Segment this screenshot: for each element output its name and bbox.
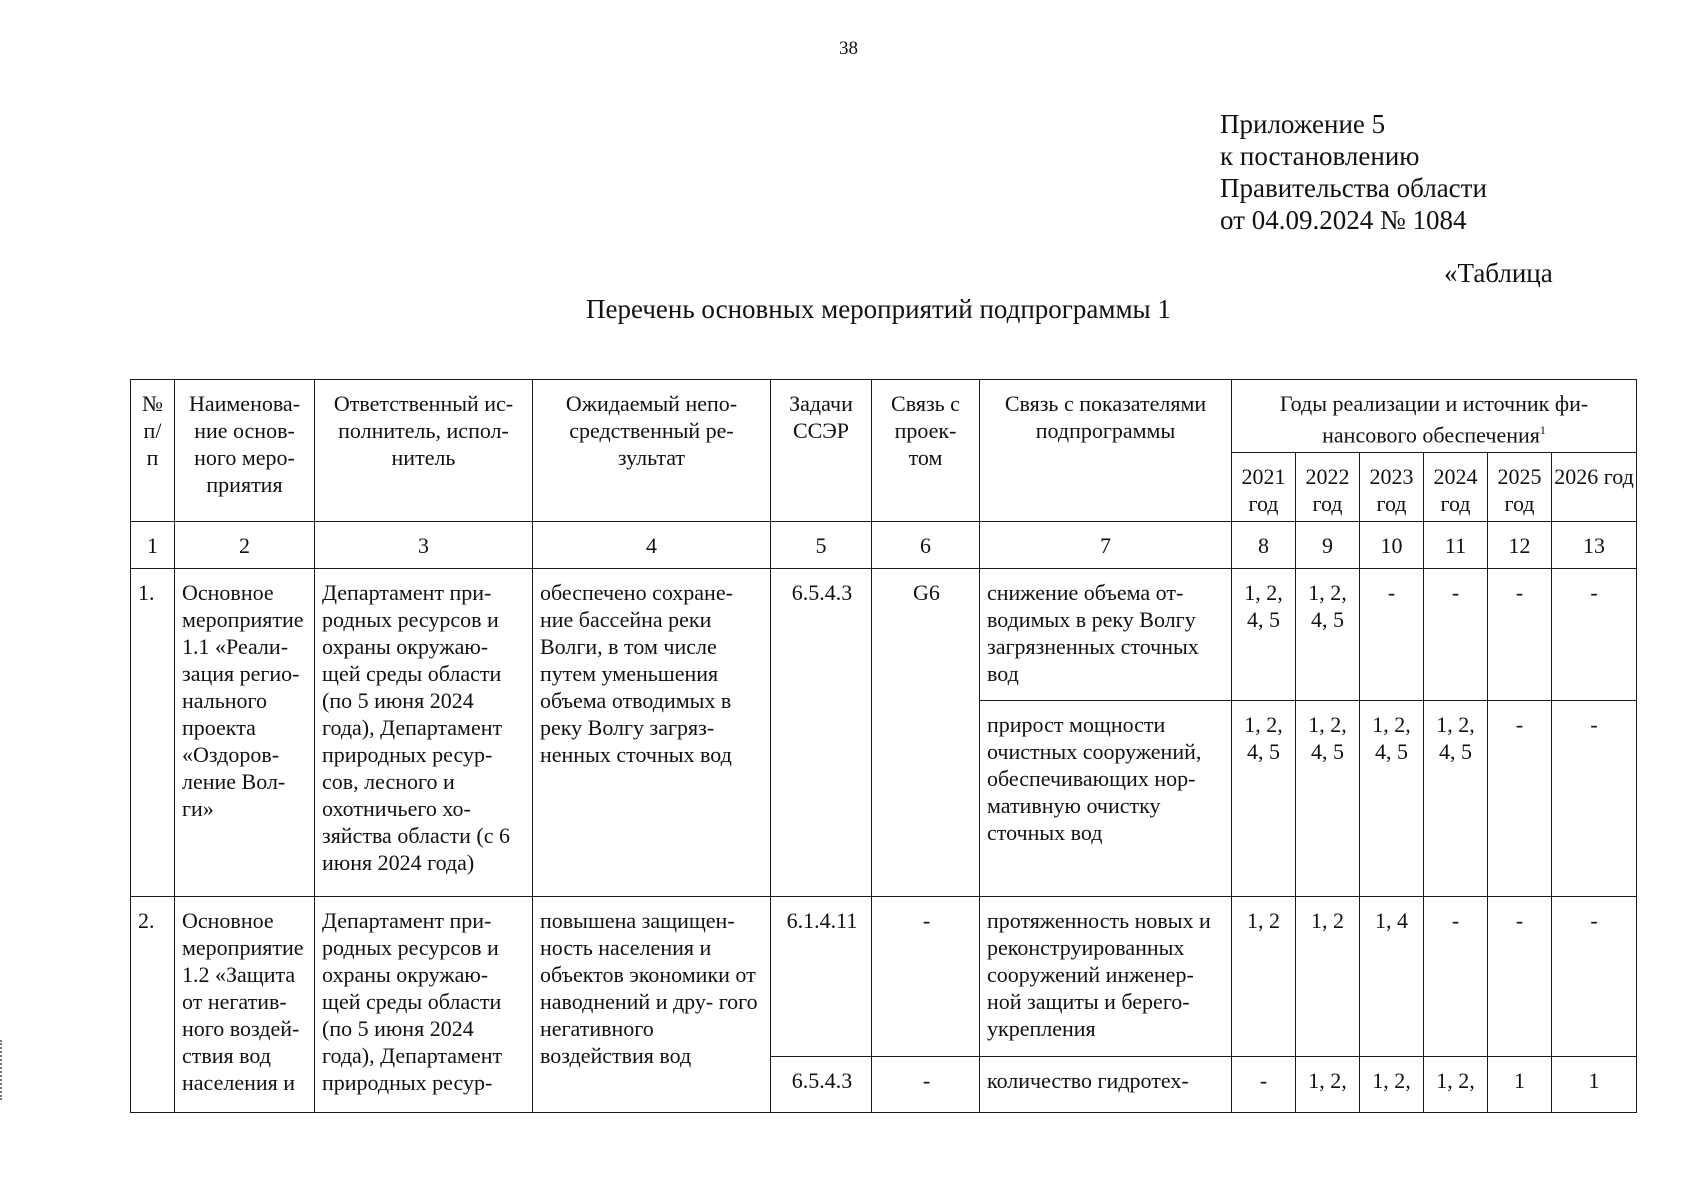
year-source: - xyxy=(1360,569,1424,701)
appendix-line: к постановлению xyxy=(1220,141,1420,171)
column-number: 3 xyxy=(315,522,533,569)
column-number: 9 xyxy=(1296,522,1360,569)
year-source: 1, 2, 4, 5 xyxy=(1232,569,1296,701)
column-number: 8 xyxy=(1232,522,1296,569)
header-cell-executor: Ответственный ис- полнитель, испол- нитель xyxy=(315,380,533,522)
measure-task: 6.5.4.3 xyxy=(771,1057,872,1113)
header-cell-tasks: Задачи ССЭР xyxy=(771,380,872,522)
column-number: 10 xyxy=(1360,522,1424,569)
header-cell-years-group xyxy=(1232,380,1637,453)
year-source: - xyxy=(1232,1057,1296,1113)
indicator-text: прирост мощности очистных сооружений, обеспечивающих нор- мативную очистку сточных вод xyxy=(980,701,1232,897)
measure-task: 6.5.4.3 xyxy=(771,569,872,897)
year-source: 1, 4 xyxy=(1360,897,1424,1057)
year-source: 1, 2, 4, 5 xyxy=(1296,701,1360,897)
column-number: 5 xyxy=(771,522,872,569)
row-number: 2. xyxy=(131,897,175,1113)
year-source: 1 xyxy=(1488,1057,1552,1113)
year-source: - xyxy=(1552,701,1637,897)
table-label: «Таблица xyxy=(1444,258,1553,288)
appendix-line: Приложение 5 xyxy=(1220,109,1386,139)
column-number: 4 xyxy=(533,522,771,569)
row-number: 1. xyxy=(131,569,175,897)
header-year: 2026 год xyxy=(1552,453,1637,522)
indicator-text: снижение объема от- водимых в реку Волгу загрязненных сточных вод xyxy=(980,569,1232,701)
header-cell-name: Наименова- ние основ- ного меро- приятия xyxy=(175,380,315,522)
year-source: - xyxy=(1488,897,1552,1057)
header-year: 2022 год xyxy=(1296,453,1360,522)
year-source: 1 xyxy=(1552,1057,1637,1113)
years-group-label: Годы реализации и источник фи- нансового обеспечения xyxy=(1279,391,1589,448)
year-source: - xyxy=(1488,701,1552,897)
measure-executor: Департамент при- родных ресурсов и охраны окружаю- щей среды области (по 5 июня 2024 года), Департамент природных ресур- xyxy=(315,897,533,1113)
year-source: 1, 2, 4, 5 xyxy=(1424,701,1488,897)
header-year: 2024 год xyxy=(1424,453,1488,522)
measure-result: повышена защищен- ность населения и объектов экономики от наводнений и дру- гого негативного воздействия вод xyxy=(533,897,771,1113)
measure-task: 6.1.4.11 xyxy=(771,897,872,1057)
column-number: 7 xyxy=(980,522,1232,569)
year-source: 1, 2, 4, 5 xyxy=(1360,701,1424,897)
header-year: 2025 год xyxy=(1488,453,1552,522)
header-cell-result: Ожидаемый непо- средственный ре- зультат xyxy=(533,380,771,522)
year-source: - xyxy=(1424,897,1488,1057)
scan-margin-marks xyxy=(0,1040,5,1100)
header-year: 2021 год xyxy=(1232,453,1296,522)
appendix-line: Правительства области xyxy=(1220,173,1487,203)
column-number: 6 xyxy=(872,522,980,569)
year-source: 1, 2 xyxy=(1296,897,1360,1057)
year-source: - xyxy=(1488,569,1552,701)
year-source: 1, 2, 4, 5 xyxy=(1232,701,1296,897)
measure-project: - xyxy=(872,897,980,1057)
year-source: 1, 2 xyxy=(1232,897,1296,1057)
appendix-block xyxy=(1220,108,1487,236)
header-cell-indicators: Связь с показателями подпрограммы xyxy=(980,380,1232,522)
year-source: - xyxy=(1424,569,1488,701)
column-number: 13 xyxy=(1552,522,1637,569)
measures-table xyxy=(130,379,1637,1113)
appendix-line: от 04.09.2024 № 1084 xyxy=(1220,205,1467,235)
year-source: 1, 2, xyxy=(1296,1057,1360,1113)
indicator-text: протяженность новых и реконструированных сооружений инженер- ной защиты и берего- укрепления xyxy=(980,897,1232,1057)
indicator-text: количество гидротех- xyxy=(980,1057,1232,1113)
measure-project: G6 xyxy=(872,569,980,897)
column-number: 12 xyxy=(1488,522,1552,569)
column-number: 2 xyxy=(175,522,315,569)
header-cell-number: № п/ п xyxy=(131,380,175,522)
header-year: 2023 год xyxy=(1360,453,1424,522)
header-cell-project: Связь с проек- том xyxy=(872,380,980,522)
column-number: 1 xyxy=(131,522,175,569)
measure-result: обеспечено сохране- ние бассейна реки Волги, в том числе путем уменьшения объема отводимых в реку Волгу загряз- ненных сточных вод xyxy=(533,569,771,897)
document-title: Перечень основных мероприятий подпрограммы 1 xyxy=(586,294,1171,324)
column-number: 11 xyxy=(1424,522,1488,569)
measure-project: - xyxy=(872,1057,980,1113)
year-source: 1, 2, 4, 5 xyxy=(1296,569,1360,701)
measure-name: Основное мероприятие 1.1 «Реали- зация регио- нального проекта «Оздоров- ление Вол- ги» xyxy=(175,569,315,897)
year-source: 1, 2, xyxy=(1424,1057,1488,1113)
year-source: 1, 2, xyxy=(1360,1057,1424,1113)
page-number: 38 xyxy=(839,38,858,59)
footnote-mark: 1 xyxy=(1539,423,1546,437)
year-source: - xyxy=(1552,897,1637,1057)
measure-executor: Департамент при- родных ресурсов и охраны окружаю- щей среды области (по 5 июня 2024 года), Департамент природных ресур- сов, лесного и охотничьего хо- зяйства области (с 6 июня 2024 года) xyxy=(315,569,533,897)
year-source: - xyxy=(1552,569,1637,701)
measure-name: Основное мероприятие 1.2 «Защита от негатив- ного воздей- ствия вод населения и xyxy=(175,897,315,1113)
